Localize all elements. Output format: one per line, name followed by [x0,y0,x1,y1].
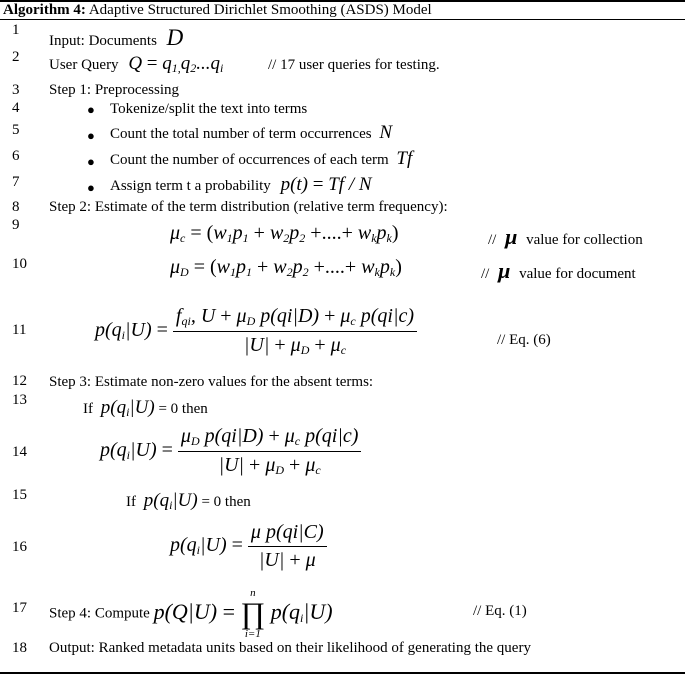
step-3-heading: Step 3: Estimate non-zero values for the absent terms: [49,374,374,390]
step-4-line [49,588,333,640]
algorithm-name: Adaptive Structured Dirichlet Smoothing (ASDS) Model [88,2,432,18]
input-label: Input: Documents [49,33,157,49]
condition-13: If $p(q_i|U) = 0$ then [83,397,208,419]
user-query-label: User Query [49,57,119,73]
step-1-heading: Step 1: Preprocessing [49,82,179,98]
condition-15-formula: $p(q_i|U)$ [143,490,198,512]
equation-16-fraction: $\frac{\text{μ p(qi|C)}}{|U| + \mu}$ [248,521,327,572]
step-1-item-probability: Assign term t a probability p(t) = Tf / N [110,174,372,195]
product-operator: n ∏ i=1 [240,587,266,640]
step-1-item-count-each: Count the number of occurrences of each term Tf [110,148,413,169]
bullet-icon: ● [87,154,95,169]
bottom-rule [0,672,685,674]
line-number: 3 [12,82,20,98]
mu-d-formula: $\mu_D = (w_1p_1 + w_2p_2$ +....+ $w_kp_k$) [170,256,402,279]
line-number: 16 [12,539,27,555]
line-number: 8 [12,199,20,215]
probability-formula: p(t) = Tf / N [280,174,372,195]
mu-symbol: μ [505,224,518,249]
line-number: 1 [12,22,20,38]
line-number: 15 [12,487,27,503]
equation-1-comment: // Eq. (1) [473,603,527,619]
equation-14-fraction: $\frac{\mu_D p(qi|D) + \mu_c p(qi|c)}{|U| + \mu_D + \mu_c}$ [178,425,361,478]
term-frequency-symbol: Tf [396,148,413,169]
line-number: 17 [12,600,27,616]
step-2-heading: Step 2: Estimate of the term distribution (relative term frequency): [49,199,448,215]
condition-13-formula: $p(q_i|U)$ [100,397,155,419]
equation-1: p(Q|U) = n ∏ i=1 $p(q_i|U)$ [153,587,333,640]
condition-15: If $p(q_i|U) = 0$ then [126,490,251,512]
line-number: 2 [12,49,20,65]
line-2 [49,53,223,76]
line-number: 9 [12,217,20,233]
equation-6-comment: // Eq. (6) [497,332,551,348]
algorithm-title [3,2,432,19]
output-line: Output: Ranked metadata units based on their likelihood of generating the query [49,640,531,656]
line-number: 6 [12,148,20,164]
algorithm-label: Algorithm 4: [3,2,86,18]
mu-c-comment: // μ value for collection [488,224,643,249]
line-1 [49,25,183,51]
bullet-icon: ● [87,128,95,143]
documents-symbol: D [166,25,184,50]
line-number: 11 [12,322,27,338]
equation-14: $p(q_i|U)$ = $\frac{\mu_D p(qi|D) + \mu_c p(qi|c)}{|U| + \mu_D + \mu_c}$ [100,425,361,478]
line-number: 12 [12,373,27,389]
line-number: 5 [12,122,20,138]
line-number: 18 [12,640,27,656]
step-4-heading: Step 4: Compute [49,605,150,622]
bullet-icon: ● [87,180,95,195]
query-comment: // 17 user queries for testing. [268,57,440,73]
query-formula: $Q = q_{1,}q_2...q_i$ [128,53,224,75]
equation-16: $p(q_i|U)$ = $\frac{\text{μ p(qi|C)}}{|U| + \mu}$ [170,521,327,572]
mu-c-formula: $\mu_c = (w_1p_1 + w_2p_2$ +....+ $w_kp_k$) [170,222,399,245]
line-number: 4 [12,100,20,116]
step-1-item-count-total: Count the total number of term occurrences N [110,122,393,143]
line-number: 13 [12,392,27,408]
total-occurrences-symbol: N [379,122,393,143]
line-number: 14 [12,444,27,460]
mu-symbol: μ [498,258,511,283]
bullet-icon: ● [87,102,95,117]
step-1-item-tokenize: Tokenize/split the text into terms [110,101,308,117]
line-number: 10 [12,256,27,272]
mu-d-comment: // μ value for document [481,258,636,283]
equation-6: $p(q_i|U)$ = $\frac{f_{qi}, U + \mu_D p(qi|D) + \mu_c p(qi|c)}{|U| + \mu_D + \mu_c}$ [95,305,417,358]
equation-6-fraction: $\frac{f_{qi}, U + \mu_D p(qi|D) + \mu_c p(qi|c)}{|U| + \mu_D + \mu_c}$ [173,305,417,358]
title-rule [0,19,685,20]
line-number: 7 [12,174,20,190]
